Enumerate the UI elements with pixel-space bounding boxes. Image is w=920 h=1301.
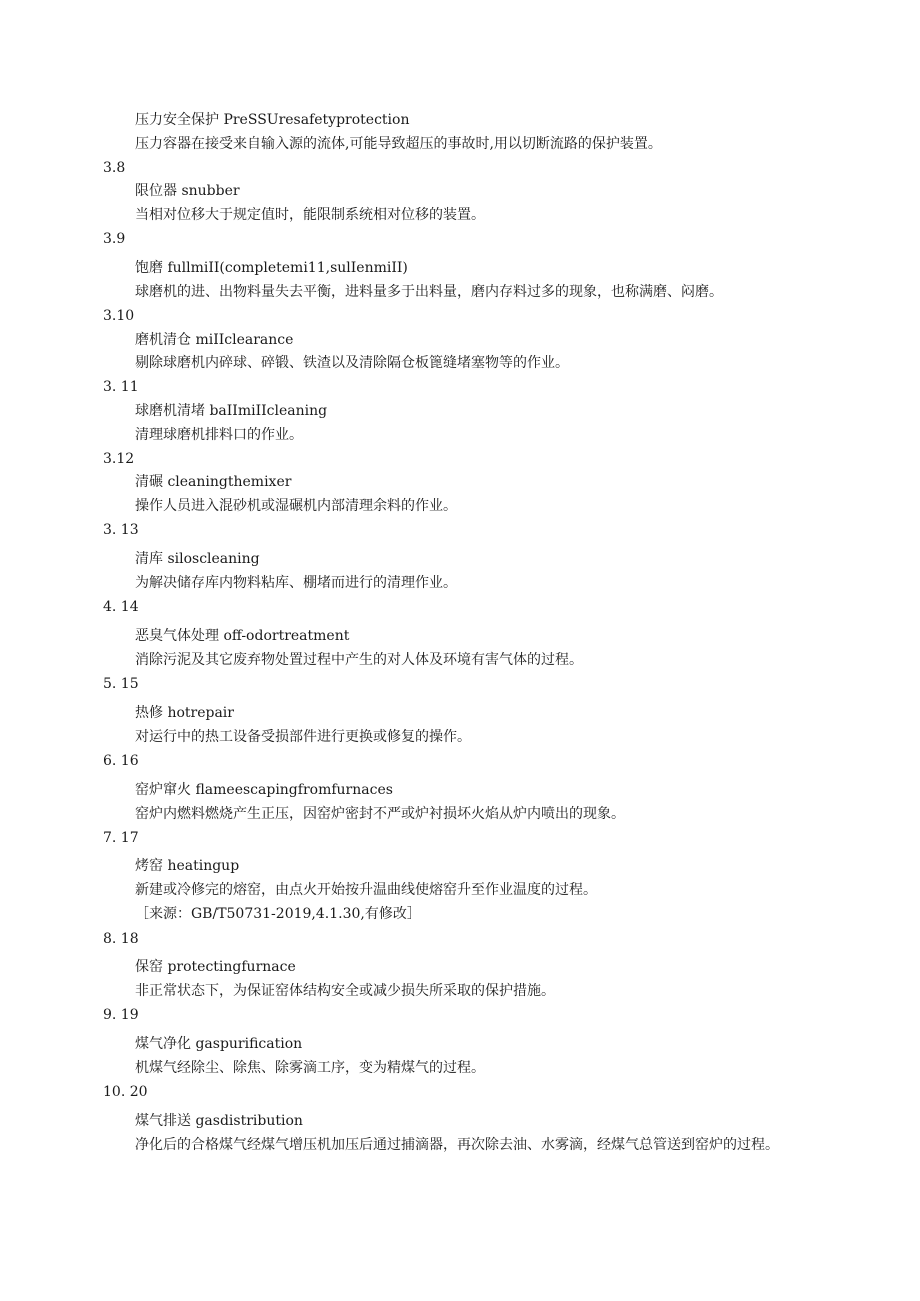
- term-definition: 非正常状态下，为保证窑体结构安全或减少损失所采取的保护措施。: [135, 983, 555, 999]
- term-definition: 对运行中的热工设备受损部件进行更换或修复的操作。: [135, 729, 471, 745]
- source-note: ［来源：GB/T50731-2019,4.1.30,有修改］: [135, 906, 421, 922]
- term-title: 煤气净化 gaspurification: [135, 1036, 303, 1052]
- clause-number: 10. 20: [103, 1084, 148, 1100]
- term-title: 保窑 protectingfurnace: [135, 959, 296, 975]
- term-definition: 为解决储存库内物料粘库、棚堵而进行的清理作业。: [135, 575, 457, 591]
- term-title: 球磨机清堵 baIImiIIcleaning: [135, 403, 328, 419]
- clause-number: 3.8: [103, 160, 126, 176]
- clause-number: 3. 13: [103, 522, 139, 538]
- term-title: 热修 hotrepair: [135, 705, 234, 721]
- clause-number: 3.10: [103, 308, 135, 324]
- term-definition: 操作人员进入混砂机或湿碾机内部清理余料的作业。: [135, 498, 457, 514]
- term-definition: 球磨机的进、出物料量失去平衡，进料量多于出料量，磨内存料过多的现象，也称满磨、闷磨。: [135, 284, 723, 300]
- term-definition: 新建或冷修完的熔窑，由点火开始按升温曲线使熔窑升至作业温度的过程。: [135, 882, 597, 898]
- clause-number: 3.12: [103, 451, 135, 467]
- term-definition: 机煤气经除尘、除焦、除雾滴工序，变为精煤气的过程。: [135, 1060, 485, 1076]
- term-title: 磨机清仓 miIIclearance: [135, 332, 294, 348]
- term-title: 恶臭气体处理 off-odortreatment: [135, 628, 350, 644]
- term-definition: 压力容器在接受来自输入源的流体,可能导致超压的事故时,用以切断流路的保护装置。: [135, 136, 662, 152]
- term-title: 压力安全保护 PreSSUresafetyprotection: [135, 112, 410, 128]
- term-definition: 消除污泥及其它废弃物处置过程中产生的对人体及环境有害气体的过程。: [135, 652, 583, 668]
- clause-number: 8. 18: [103, 931, 139, 947]
- term-title: 煤气排送 gasdistribution: [135, 1113, 303, 1129]
- clause-number: 3.9: [103, 231, 126, 247]
- term-definition: 清理球磨机排料口的作业。: [135, 427, 303, 443]
- clause-number: 7. 17: [103, 830, 139, 846]
- term-title: 清碾 cleaningthemixer: [135, 474, 292, 490]
- clause-number: 9. 19: [103, 1007, 139, 1023]
- term-definition: 窑炉内燃料燃烧产生正压，因窑炉密封不严或炉衬损坏火焰从炉内喷出的现象。: [135, 806, 625, 822]
- term-definition: 剔除球磨机内碎球、碎锻、铁渣以及清除隔仓板篦缝堵塞物等的作业。: [135, 355, 569, 371]
- term-title: 饱磨 fullmiII(completemi11,sulIenmiII): [135, 260, 408, 276]
- term-title: 清库 siloscleaning: [135, 551, 260, 567]
- term-definition: 当相对位移大于规定值时，能限制系统相对位移的装置。: [135, 207, 485, 223]
- clause-number: 3. 11: [103, 379, 139, 395]
- term-title: 限位器 snubber: [135, 183, 240, 199]
- term-title: 烤窑 heatingup: [135, 858, 240, 874]
- term-definition: 净化后的合格煤气经煤气增压机加压后通过捕滴器，再次除去油、水雾滴，经煤气总管送到窑炉的过程。: [135, 1137, 779, 1153]
- clause-number: 6. 16: [103, 753, 139, 769]
- clause-number: 4. 14: [103, 599, 139, 615]
- clause-number: 5. 15: [103, 676, 139, 692]
- term-title: 窑炉窜火 flameescapingfromfurnaces: [135, 782, 393, 798]
